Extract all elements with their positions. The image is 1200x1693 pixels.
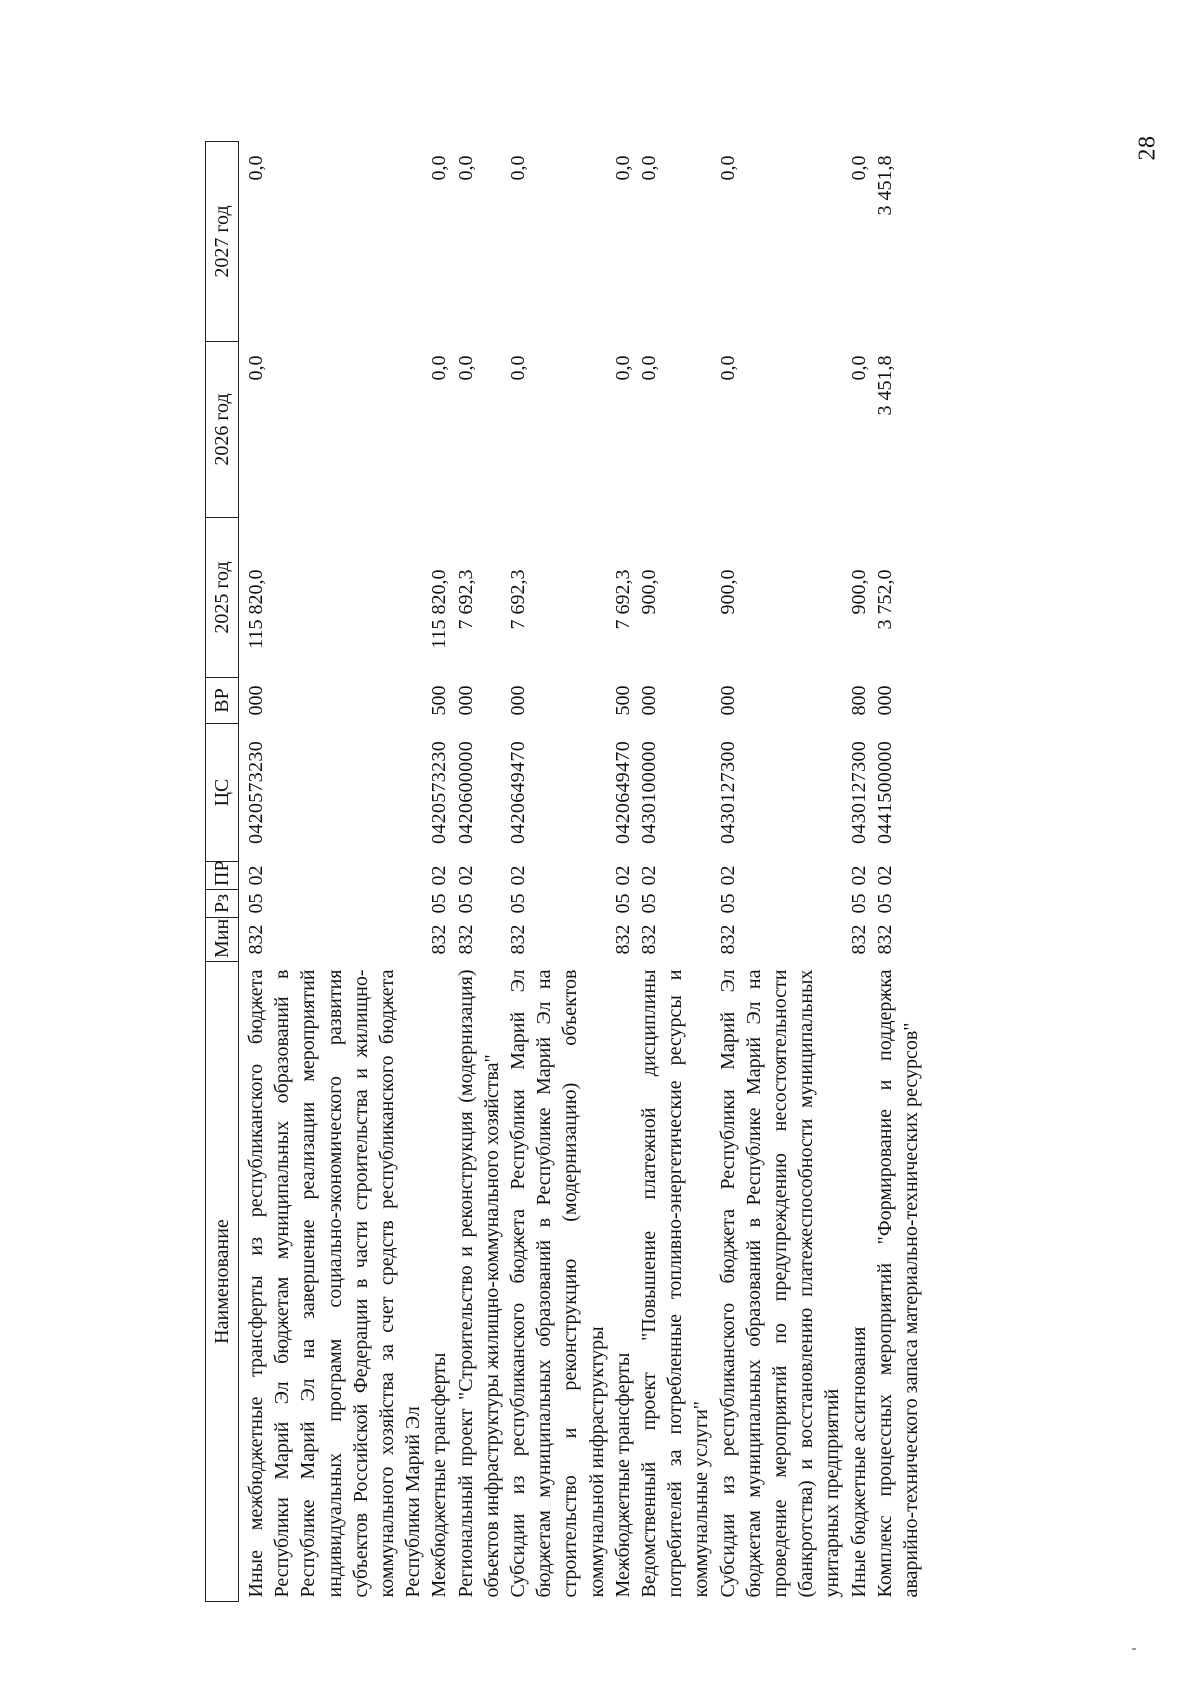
row-2025-value: 7 692,3 bbox=[507, 569, 530, 630]
row-vr: 000 bbox=[716, 685, 739, 716]
table-row bbox=[872, 142, 924, 1602]
header-name: Наименование bbox=[206, 962, 239, 1602]
row-vr: 000 bbox=[873, 685, 896, 716]
row-2025 bbox=[426, 518, 452, 678]
table-row bbox=[636, 142, 715, 1602]
row-2026: 0,0 bbox=[454, 355, 477, 381]
row-min: 832 bbox=[428, 924, 451, 955]
row-2026: 0,0 bbox=[638, 355, 661, 381]
row-2027: 0,0 bbox=[454, 155, 477, 181]
row-2025-value: 3 752,0 bbox=[873, 569, 896, 630]
table-row bbox=[610, 142, 636, 1602]
row-2025-value: 7 692,3 bbox=[454, 569, 477, 630]
row-cs: 0420649470 bbox=[611, 741, 634, 844]
row-rz: 05 bbox=[507, 893, 530, 914]
row-vr: 000 bbox=[638, 685, 661, 716]
row-2027: 0,0 bbox=[611, 155, 634, 181]
row-2025-value: 900,0 bbox=[847, 569, 870, 615]
row-pr: 02 bbox=[454, 865, 477, 886]
row-2025 bbox=[610, 518, 636, 678]
row-2025-value: 115 820,0 bbox=[245, 569, 267, 649]
row-cs: 0430100000 bbox=[638, 741, 661, 844]
row-vr: 800 bbox=[847, 685, 870, 716]
row-vr: 500 bbox=[428, 685, 451, 716]
row-pr: 02 bbox=[847, 865, 870, 886]
row-2027: 0,0 bbox=[245, 155, 267, 181]
row-pr: 02 bbox=[611, 865, 634, 886]
row-2025-value: 115 820,0 bbox=[428, 569, 451, 649]
row-rz: 05 bbox=[847, 893, 870, 914]
row-cs: 0441500000 bbox=[873, 741, 896, 844]
row-2025-value: 900,0 bbox=[638, 569, 661, 615]
row-name: Субсидии из республиканского бюджета Республики Марий Эл бюджетам муниципальных образований в Республике Марий Эл на строительство и реконструкцию (модернизацию) объектов коммунальной инфраструктуры bbox=[507, 969, 608, 1598]
row-name: Комплекс процессных мероприятий "Формирование и поддержка аварийно-технического запаса материально-технических ресурсов" bbox=[873, 969, 923, 1598]
row-name: Региональный проект "Строительство и реконструкция (модернизация) объектов инфраструктуры жилищно-коммунального хозяйства" bbox=[454, 969, 503, 1598]
row-2027: 0,0 bbox=[507, 155, 530, 181]
row-pr: 02 bbox=[638, 865, 661, 886]
header-rz: Рз bbox=[206, 890, 239, 918]
row-min: 832 bbox=[847, 924, 870, 955]
row-cs: 0430127300 bbox=[716, 741, 739, 844]
row-rz: 05 bbox=[873, 893, 896, 914]
row-pr: 02 bbox=[873, 865, 896, 886]
row-cs: 0420573230 bbox=[428, 741, 451, 844]
row-cs: 0420600000 bbox=[454, 741, 477, 844]
header-cs: ЦС bbox=[206, 724, 239, 862]
header-2026: 2026 год bbox=[206, 342, 239, 518]
row-cs: 0420649470 bbox=[507, 741, 530, 844]
table-row bbox=[239, 142, 427, 1602]
row-2026: 0,0 bbox=[716, 355, 739, 381]
row-vr: 000 bbox=[507, 685, 530, 716]
row-2025 bbox=[846, 518, 872, 678]
row-2026: 3 451,8 bbox=[873, 355, 896, 416]
row-2027: 0,0 bbox=[847, 155, 870, 181]
row-rz: 05 bbox=[428, 893, 451, 914]
row-2027: 0,0 bbox=[716, 155, 739, 181]
row-name: Ведомственный проект "Повышение платежной дисциплины потребителей за потребленные топливно-энергетические ресурсы и коммунальные услуги" bbox=[638, 969, 713, 1598]
row-2025 bbox=[239, 518, 427, 678]
table-row bbox=[846, 142, 872, 1602]
row-min: 832 bbox=[873, 924, 896, 955]
header-pr: ПР bbox=[206, 862, 239, 890]
row-2025-value: 7 692,3 bbox=[611, 569, 634, 630]
row-min: 832 bbox=[638, 924, 661, 955]
row-cs: 0430127300 bbox=[847, 741, 870, 844]
row-name: Иные бюджетные ассигнования bbox=[847, 1326, 870, 1598]
header-vr: ВР bbox=[206, 678, 239, 724]
row-2026: 0,0 bbox=[611, 355, 634, 381]
row-min: 832 bbox=[716, 924, 739, 955]
table-header bbox=[206, 142, 239, 1602]
row-vr: 000 bbox=[245, 685, 267, 716]
budget-table bbox=[205, 141, 924, 1602]
row-pr: 02 bbox=[507, 865, 530, 886]
row-2025 bbox=[636, 518, 715, 678]
row-pr: 02 bbox=[716, 865, 739, 886]
row-vr: 500 bbox=[611, 685, 634, 716]
row-rz: 05 bbox=[245, 893, 267, 914]
page-number: 28 bbox=[1134, 135, 1161, 161]
row-min: 832 bbox=[507, 924, 530, 955]
table-row bbox=[505, 142, 610, 1602]
row-2025 bbox=[715, 518, 846, 678]
header-2025: 2025 год bbox=[206, 518, 239, 678]
table-row bbox=[453, 142, 505, 1602]
row-2025 bbox=[453, 518, 505, 678]
table-row bbox=[426, 142, 452, 1602]
row-2025 bbox=[872, 518, 924, 678]
row-name: Межбюджетные трансферты bbox=[428, 1352, 451, 1598]
row-vr: 000 bbox=[454, 685, 477, 716]
row-name: Межбюджетные трансферты bbox=[611, 1352, 634, 1598]
row-pr: 02 bbox=[245, 865, 267, 886]
row-rz: 05 bbox=[611, 893, 634, 914]
row-pr: 02 bbox=[428, 865, 451, 886]
row-2026: 0,0 bbox=[428, 355, 451, 381]
rotated-page-content bbox=[205, 142, 1005, 1602]
row-2026: 0,0 bbox=[245, 355, 267, 381]
row-min: 832 bbox=[245, 924, 267, 955]
row-rz: 05 bbox=[454, 893, 477, 914]
row-2025 bbox=[505, 518, 610, 678]
row-name: Иные межбюджетные трансферты из республиканского бюджета Республики Марий Эл бюджетам муниципальных образований в Республике Марий Эл на завершение реализации мероприятий индивидуальных программ социально-экономического развития субъектов Российской Федерации в части строительства и жилищно-коммунального хозяйства за счет средств республиканского бюджета Республики Марий Эл bbox=[245, 969, 425, 1598]
header-2027: 2027 год bbox=[206, 142, 239, 342]
row-2026: 0,0 bbox=[507, 355, 530, 381]
row-rz: 05 bbox=[638, 893, 661, 914]
table-row bbox=[715, 142, 846, 1602]
row-2026: 0,0 bbox=[847, 355, 870, 381]
row-2025-value: 900,0 bbox=[716, 569, 739, 615]
row-min: 832 bbox=[454, 924, 477, 955]
row-2027: 3 451,8 bbox=[873, 155, 896, 216]
scan-speck bbox=[1132, 1648, 1136, 1650]
row-min: 832 bbox=[611, 924, 634, 955]
row-name: Субсидии из республиканского бюджета Республики Марий Эл бюджетам муниципальных образований в Республике Марий Эл на проведение мероприятий по предупреждению несостоятельности (банкротства) и восстановлению платежеспособности муниципальных унитарных предприятий bbox=[716, 969, 844, 1598]
row-2027: 0,0 bbox=[428, 155, 451, 181]
row-rz: 05 bbox=[716, 893, 739, 914]
header-min: Мин bbox=[206, 918, 239, 962]
table-body bbox=[239, 142, 925, 1602]
row-cs: 0420573230 bbox=[245, 741, 267, 844]
row-2027: 0,0 bbox=[638, 155, 661, 181]
